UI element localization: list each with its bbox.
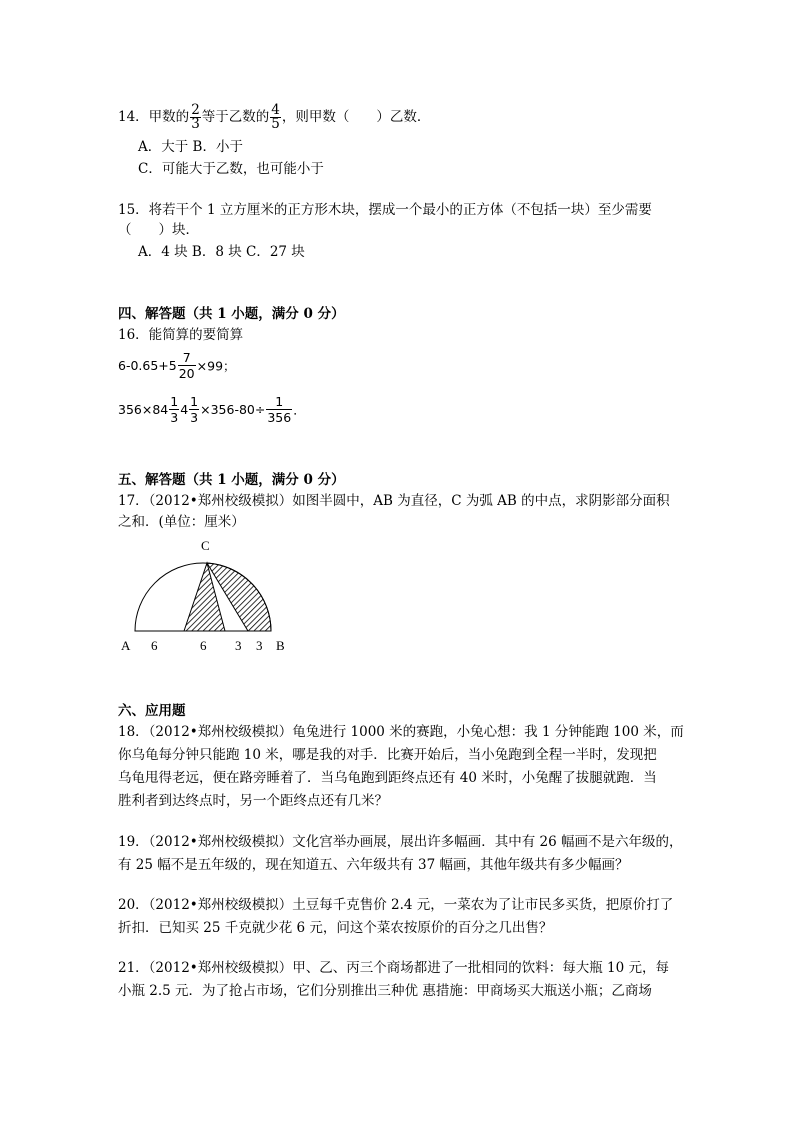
q14-mid: 等于乙数的 bbox=[201, 109, 270, 125]
q15-options: A．4 块 B．8 块 C．27 块 bbox=[138, 244, 305, 260]
question-20-line1: 20．（2012•郑州校级模拟）土豆每千克售价 2.4 元，一菜农为了让市民多买货，把原价打了 bbox=[118, 897, 674, 913]
question-16: 16．能简算的要简算 bbox=[118, 327, 244, 343]
question-20-line2: 折扣．已知买 25 千克就少花 6 元，问这个菜农按原价的百分之几出售？ bbox=[118, 920, 553, 936]
label-b: B bbox=[276, 638, 285, 653]
label-c: C bbox=[201, 538, 210, 553]
q14-prefix: 14．甲数的 bbox=[118, 109, 190, 125]
question-18-line2: 你乌龟每分钟只能跑 10 米，哪是我的对手．比赛开始后，当小兔跑到全程一半时，发现把 bbox=[118, 747, 657, 763]
q14-option-c: C．可能大于乙数，也可能小于 bbox=[138, 161, 324, 177]
semicircle-figure bbox=[118, 540, 298, 660]
q14-option-a-b: A．大于 B．小于 bbox=[138, 139, 243, 155]
label-seg-6b: 6 bbox=[200, 638, 207, 653]
fraction-1-356: $\frac{1}{356}$ bbox=[267, 394, 292, 425]
question-19-line1: 19．（2012•郑州校级模拟）文化宫举办画展，展出许多幅画．其中有 26 幅画不是六年级的， bbox=[118, 834, 683, 850]
fraction-7-20: $\frac{7}{20}$ bbox=[178, 350, 195, 381]
question-14 bbox=[118, 104, 430, 131]
question-18-line1: 18．（2012•郑州校级模拟）龟兔进行 1000 米的赛跑，小兔心想：我 1 分钟能跑 100 米，而 bbox=[118, 724, 684, 740]
semicircle-diagram bbox=[118, 540, 288, 640]
label-seg-6a: 6 bbox=[151, 638, 158, 653]
question-15-line1: 15．将若干个 1 立方厘米的正方形木块，摆成一个最小的正方体（不包括一块）至少需要 bbox=[118, 202, 652, 218]
section-5-title: 五、解答题（共 1 小题，满分 0 分） bbox=[118, 472, 345, 488]
question-18-line3: 乌龟甩得老远，便在路旁睡着了．当乌龟跑到距终点还有 40 米时，小兔醒了拔腿就跑．当 bbox=[118, 770, 657, 786]
question-17-line2: 之和．(单位：厘米） bbox=[118, 514, 245, 530]
fraction-2-3: $\frac{2}{3}$ bbox=[191, 102, 200, 132]
question-19-line2: 有 25 幅不是五年级的，现在知道五、六年级共有 37 幅画，其他年级共有多少幅画？ bbox=[118, 857, 629, 873]
label-a: A bbox=[121, 638, 131, 653]
question-15-line2: （ ）块． bbox=[118, 222, 199, 238]
section-4-title: 四、解答题（共 1 小题，满分 0 分） bbox=[118, 306, 345, 322]
question-21-line2: 小瓶 2.5 元．为了抢占市场，它们分别推出三种优 惠措施：甲商场买大瓶送小瓶；乙商场 bbox=[118, 983, 652, 999]
label-seg-3a: 3 bbox=[235, 638, 242, 653]
expression-2: 356×84 $\frac{1}{3}$ 4 $\frac{1}{3}$ ×356-80÷ $\frac{1}{356}$ ． bbox=[118, 394, 306, 425]
fraction-1-3-b: $\frac{1}{3}$ bbox=[190, 394, 199, 425]
q14-suffix: ，则甲数（ ）乙数． bbox=[281, 109, 431, 125]
section-6-title: 六、应用题 bbox=[118, 703, 186, 719]
label-seg-3b: 3 bbox=[256, 638, 263, 653]
question-18-line4: 胜利者到达终点时，另一个距终点还有几米？ bbox=[118, 793, 388, 809]
fraction-1-3-a: $\frac{1}{3}$ bbox=[170, 394, 179, 425]
question-17-line1: 17．（2012•郑州校级模拟）如图半圆中，AB 为直径，C 为弧 AB 的中点，求阴影部分面积 bbox=[118, 493, 670, 509]
fraction-4-5: $\frac{4}{5}$ bbox=[271, 102, 280, 132]
expression-1: 6-0.65+5 $\frac{7}{20}$ ×99； bbox=[118, 350, 236, 381]
question-21-line1: 21．（2012•郑州校级模拟）甲、乙、丙三个商场都进了一批相同的饮料：每大瓶 10 元，每 bbox=[118, 960, 670, 976]
